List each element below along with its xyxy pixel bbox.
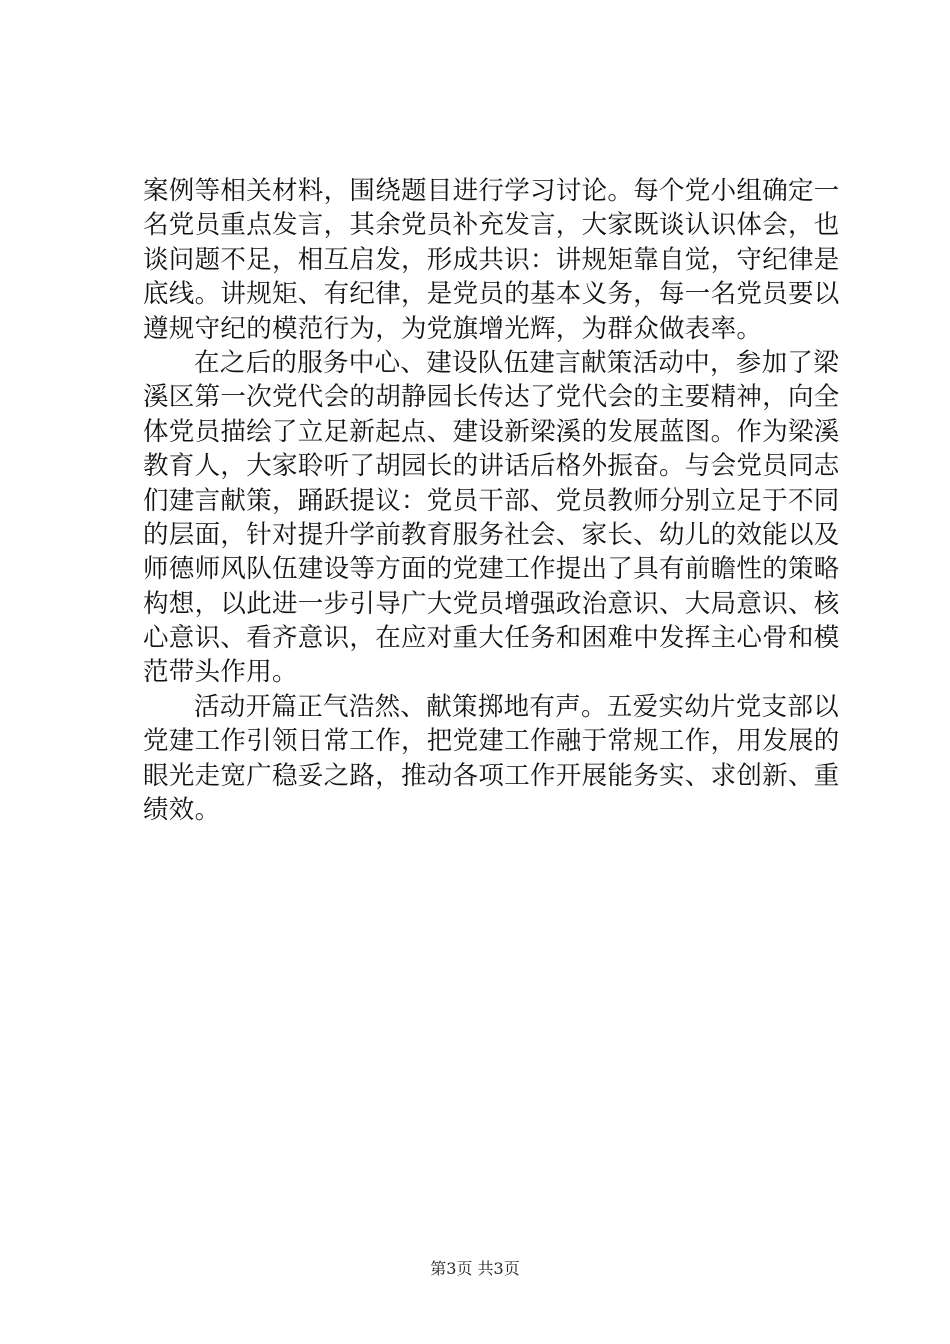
paragraph-first-line: 活动开篇正气浩然、献策掷地有声。五爱实幼片党支部以 bbox=[194, 691, 840, 722]
text-line: 党建工作引领日常工作，把党建工作融于常规工作，用发展的 bbox=[143, 726, 840, 757]
text-line: 绩效。 bbox=[143, 795, 221, 826]
text-line: 范带头作用。 bbox=[143, 657, 298, 688]
text-line: 体党员描绘了立足新起点、建设新梁溪的发展蓝图。作为梁溪 bbox=[143, 416, 840, 447]
text-line: 师德师风队伍建设等方面的党建工作提出了具有前瞻性的策略 bbox=[143, 554, 840, 585]
text-line: 教育人，大家聆听了胡园长的讲话后格外振奋。与会党员同志 bbox=[143, 451, 840, 482]
text-line: 案例等相关材料，围绕题目进行学习讨论。每个党小组确定一 bbox=[143, 176, 840, 206]
text-line: 遵规守纪的模范行为，为党旗增光辉，为群众做表率。 bbox=[143, 313, 763, 344]
text-line: 们建言献策，踊跃提议：党员干部、党员教师分别立足于不同 bbox=[143, 485, 840, 516]
text-line: 眼光走宽广稳妥之路，推动各项工作开展能务实、求创新、重 bbox=[143, 760, 840, 791]
body-text bbox=[143, 174, 840, 827]
text-line: 心意识、看齐意识，在应对重大任务和困难中发挥主心骨和模 bbox=[143, 623, 840, 654]
page-number-footer: 第3页 共3页 bbox=[430, 1259, 520, 1278]
text-line: 底线。讲规矩、有纪律，是党员的基本义务，每一名党员要以 bbox=[143, 279, 840, 310]
text-line: 名党员重点发言，其余党员补充发言，大家既谈认识体会，也 bbox=[143, 210, 840, 241]
text-line: 构想，以此进一步引导广大党员增强政治意识、大局意识、核 bbox=[143, 588, 840, 619]
text-line: 溪区第一次党代会的胡静园长传达了党代会的主要精神，向全 bbox=[143, 382, 840, 413]
paragraph-first-line: 在之后的服务中心、建设队伍建言献策活动中，参加了梁 bbox=[194, 347, 840, 378]
text-line: 的层面，针对提升学前教育服务社会、家长、幼儿的效能以及 bbox=[143, 519, 840, 550]
text-line: 谈问题不足，相互启发，形成共识：讲规矩靠自觉，守纪律是 bbox=[143, 244, 840, 275]
